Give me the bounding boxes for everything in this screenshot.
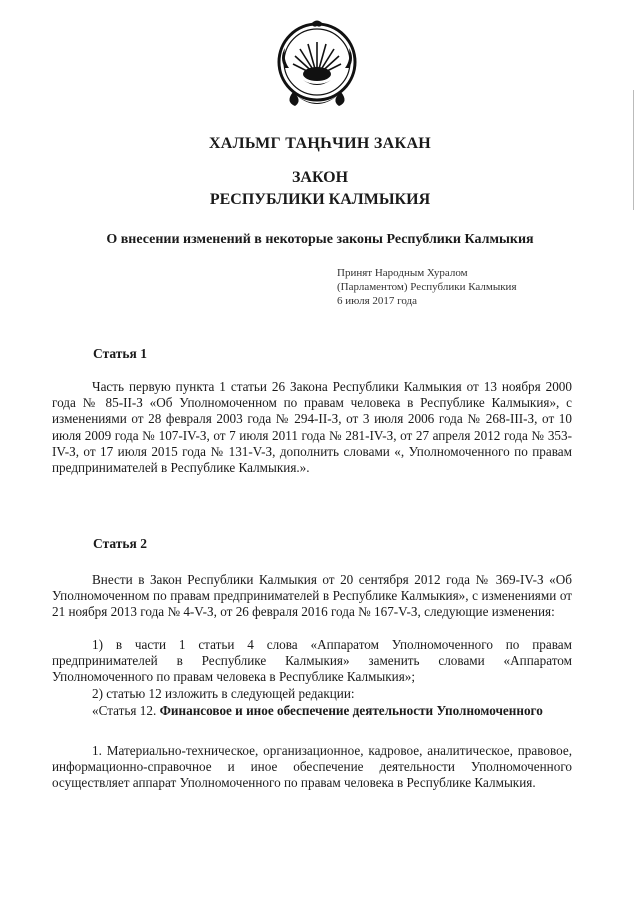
article-12-heading (52, 703, 572, 719)
title-law-word: ЗАКОН (291, 169, 349, 186)
article-2-intro: Внести в Закон Республики Калмыкия от 20 сентября 2012 года № 369-IV-З «Об Уполномоченном по правам предпринимателей в Республике Калмыкия», с изменениями от 21 ноября 2013 года № 4-V-З, от 26 февраля 2016 года № 167-V-З, следующие изменения: (52, 572, 572, 620)
adoption-date: 6 июля 2017 года (337, 295, 418, 307)
title-law (0, 167, 640, 211)
article-12-prefix: «Статья 12. (92, 703, 157, 718)
article-2-item-1: 1) в части 1 статьи 4 слова «Аппаратом Уполномоченного по правам предпринимателей в Республике Калмыкия» заменить словами «Аппаратом Уполномоченного по правам человека в Республике Калмыкия»; (52, 637, 572, 685)
adoption-line-1: Принят Народным Хуралом (337, 267, 468, 279)
article-1-heading: Статья 1 (93, 346, 147, 361)
title-kalmyk: ХАЛЬМГ ТАҢҺЧИН ЗАКАН (208, 135, 432, 152)
article-2-item-2: 2) статью 12 изложить в следующей редакции: (92, 686, 355, 701)
scan-edge-mark (633, 90, 634, 210)
law-subject: О внесении изменений в некоторые законы Республики Калмыкия (106, 232, 534, 247)
article-12-point-1: 1. Материально-техническое, организационное, кадровое, аналитическое, правовое, информационно-справочное и иное обеспечение деятельности Уполномоченного осуществляет аппарат Уполномоченного по правам человека в Республике Калмыкия. (52, 743, 572, 791)
title-republic: РЕСПУБЛИКИ КАЛМЫКИЯ (209, 191, 431, 208)
coat-of-arms-emblem (275, 18, 359, 112)
adoption-note (337, 266, 517, 308)
article-2-heading: Статья 2 (93, 536, 147, 551)
article-1-text: Часть первую пункта 1 статьи 26 Закона Республики Калмыкия от 13 ноября 2000 года № 85-II-З «Об Уполномоченном по правам человека в Республике Калмыкия», с изменениями от 28 февраля 2003 года № 294-II-З, от 3 июля 2006 года № 268-III-З, от 10 июля 2009 года № 107-IV-З, от 7 июля 2011 года № 281-IV-З, от 27 апреля 2012 года № 353-IV-З, от 17 июля 2015 года № 131-V-З, дополнить словами «, Уполномоченного по правам предпринимателей в Республике Калмыкия.». (52, 379, 572, 476)
adoption-line-2: (Парламентом) Республики Калмыкия (337, 281, 517, 293)
article-12-title: Финансовое и иное обеспечение деятельности Уполномоченного (159, 703, 543, 718)
